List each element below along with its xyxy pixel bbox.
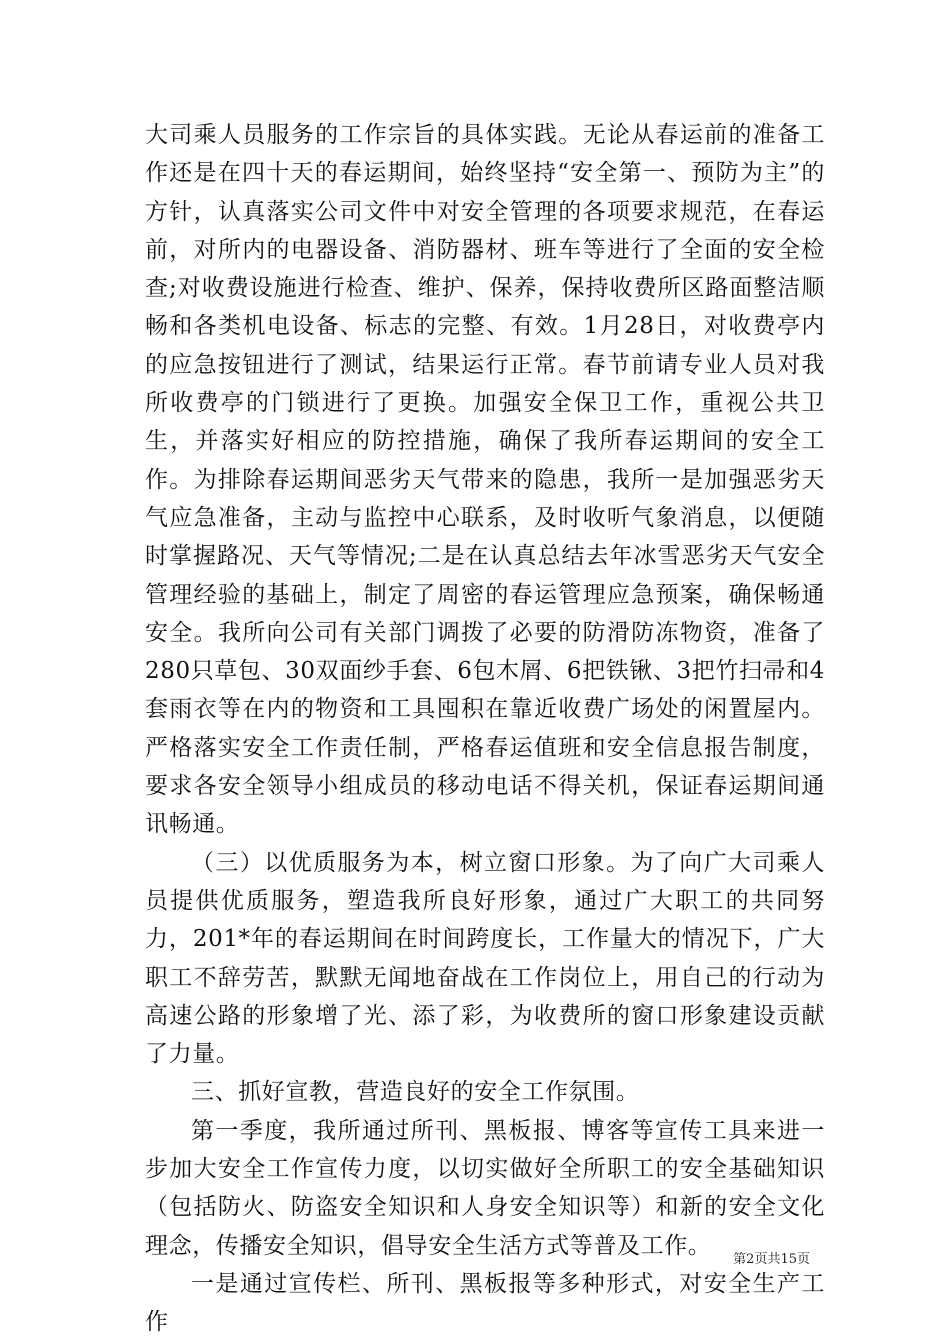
section-heading-publicity: 三、抓好宣教，营造良好的安全工作氛围。 xyxy=(191,1079,640,1106)
paragraph-publicity-methods: 一是通过宣传栏、所刊、黑板报等多种形式，对安全生产工作 xyxy=(145,1270,825,1336)
paragraph-first-quarter: 第一季度，我所通过所刊、黑板报、博客等宣传工具来进一步加大安全工作宣传力度，以切实做好全所职工的安全基础知识（包括防火、防盗安全知识和人身安全知识等）和新的安全文化理念，传播安全知识，倡导安全生活方式等普及工作。 xyxy=(145,1117,825,1259)
page-number-footer: 第2页共15页 xyxy=(733,1252,810,1267)
document-body xyxy=(145,116,825,1342)
paragraph-continuation: 大司乘人员服务的工作宗旨的具体实践。无论从春运前的准备工作还是在四十天的春运期间，始终坚持“安全第一、预防为主”的方针，认真落实公司文件中对安全管理的各项要求规范，在春运前，对所内的电器设备、消防器材、班车等进行了全面的安全检查;对收费设施进行检查、维护、保养，保持收费所区路面整洁顺畅和各类机电设备、标志的完整、有效。1月28日，对收费亭内的应急按钮进行了测试，结果运行正常。春节前请专业人员对我所收费亭的门锁进行了更换。加强安全保卫工作，重视公共卫生，并落实好相应的防控措施，确保了我所春运期间的安全工作。为排除春运期间恶劣天气带来的隐患，我所一是加强恶劣天气应急准备，主动与监控中心联系，及时收听气象消息，以便随时掌握路况、天气等情况;二是在认真总结去年冰雪恶劣天气安全管理经验的基础上，制定了周密的春运管理应急预案，确保畅通安全。我所向公司有关部门调拨了必要的防滑防冻物资，准备了280只草包、30双面纱手套、6包木屑、6把铁锹、3把竹扫帚和4套雨衣等在内的物资和工具囤积在靠近收费广场处的闲置屋内。严格落实安全工作责任制，严格春运值班和安全信息报告制度，要求各安全领导小组成员的移动电话不得关机，保证春运期间通讯畅通。 xyxy=(145,122,825,838)
paragraph-service-image: （三）以优质服务为本，树立窗口形象。为了向广大司乘人员提供优质服务，塑造我所良好形象，通过广大职工的共同努力，201*年的春运期间在时间跨度长，工作量大的情况下，广大职工不辞劳苦，默默无闻地奋战在工作岗位上，用自己的行动为高速公路的形象增了光、添了彩，为收费所的窗口形象建设贡献了力量。 xyxy=(145,849,825,1068)
